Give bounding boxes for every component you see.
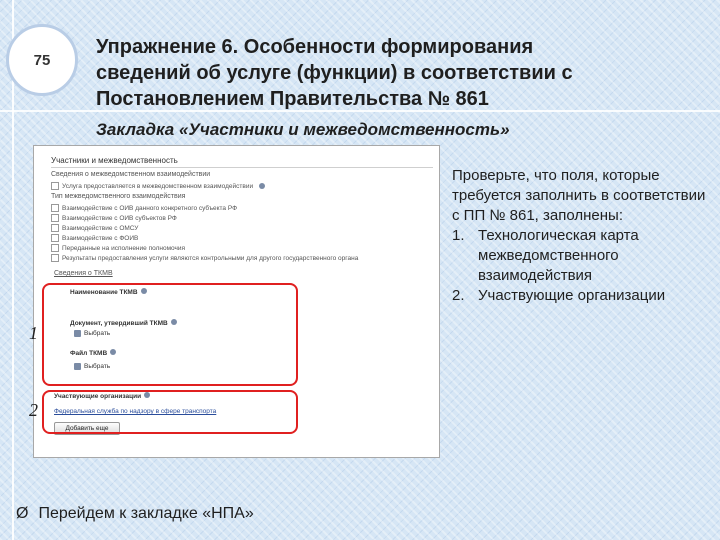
item-number: 2. (452, 287, 465, 304)
item-number: 1. (452, 227, 465, 244)
checkbox-label: Взаимодействие с ОМСУ (62, 224, 139, 232)
footer-text: Перейдем к закладке «НПА» (38, 505, 254, 522)
slide-number-badge (6, 24, 78, 96)
mark-two: 2 (29, 400, 38, 420)
checkbox[interactable] (51, 234, 59, 242)
checkbox-label: Взаимодействие с ОИВ данного конкретного субъекта РФ (62, 204, 238, 212)
help-icon[interactable] (259, 183, 265, 189)
checkbox-label: Результаты предоставления услуги являются контрольными для другого государственного органа (62, 254, 359, 262)
checkbox-label: Переданные на исполнение полномочия (62, 244, 186, 252)
slide-title (96, 34, 696, 112)
checkbox[interactable] (51, 204, 59, 212)
instruction-item (452, 226, 714, 286)
checkbox-row[interactable] (51, 254, 358, 262)
checkbox-row[interactable] (51, 204, 237, 212)
slide-subtitle: Закладка «Участники и межведомственность» (96, 120, 510, 139)
checkbox[interactable] (51, 244, 59, 252)
screenshot-header: Участники и межведомственность (51, 156, 178, 165)
select-link[interactable]: Выбрать (84, 363, 111, 370)
checkbox-label: Услуга предоставляется в межведомственном взаимодействии (62, 182, 254, 190)
item-text: Технологическая карта межведомственного взаимодействия (478, 227, 639, 284)
tkmv-section-title: Сведения о ТКМВ (54, 270, 113, 277)
mark-one: 1 (29, 323, 38, 343)
arrow-bullet-icon: Ø (16, 505, 29, 522)
org-link[interactable]: Федеральная служба по надзору в сфере транспорта (54, 408, 217, 415)
checkbox[interactable] (51, 214, 59, 222)
highlight-box-2 (42, 390, 298, 434)
divider (51, 167, 433, 168)
checkbox-row[interactable] (51, 224, 138, 232)
checkbox[interactable] (51, 224, 59, 232)
checkbox-row[interactable] (51, 234, 138, 242)
item-text: Участвующие организации (478, 287, 666, 304)
add-more-button[interactable]: Добавить еще (54, 422, 120, 435)
instructions-intro: Проверьте, что поля, которые требуется заполнить в соответствии с ПП № 861, заполнены: (452, 167, 706, 224)
instruction-item (452, 286, 714, 306)
title-line-3: Постановлением Правительства № 861 (96, 88, 489, 110)
checkbox-label: Взаимодействие с ОИВ субъектов РФ (62, 214, 177, 222)
footer-note (16, 505, 254, 523)
orgs-title-text: Участвующие организации (54, 393, 142, 400)
slide-number: 75 (33, 51, 51, 69)
section-interaction-type: Тип межведомственного взаимодействия (51, 193, 186, 200)
tkmv-file-label-text: Файл ТКМВ (70, 350, 108, 357)
checkbox[interactable] (51, 182, 59, 190)
checkbox-row[interactable] (51, 214, 177, 222)
tkmv-name-label-text: Наименование ТКМВ (70, 289, 138, 296)
checkbox-label: Взаимодействие с ФОИВ (62, 234, 139, 242)
instructions-panel (452, 166, 714, 306)
checkbox-row[interactable] (51, 244, 185, 252)
title-line-2: сведений об услуге (функции) в соответствии с (96, 62, 573, 84)
select-link[interactable]: Выбрать (84, 330, 111, 337)
title-line-1: Упражнение 6. Особенности формирования (96, 36, 534, 58)
checkbox[interactable] (51, 254, 59, 262)
tkmv-doc-label-text: Документ, утвердивший ТКМВ (70, 320, 168, 327)
checkbox-row-interaction[interactable] (51, 182, 265, 190)
highlight-box-1 (42, 283, 298, 386)
section-interaction-info: Сведения о межведомственном взаимодействии (51, 171, 211, 178)
